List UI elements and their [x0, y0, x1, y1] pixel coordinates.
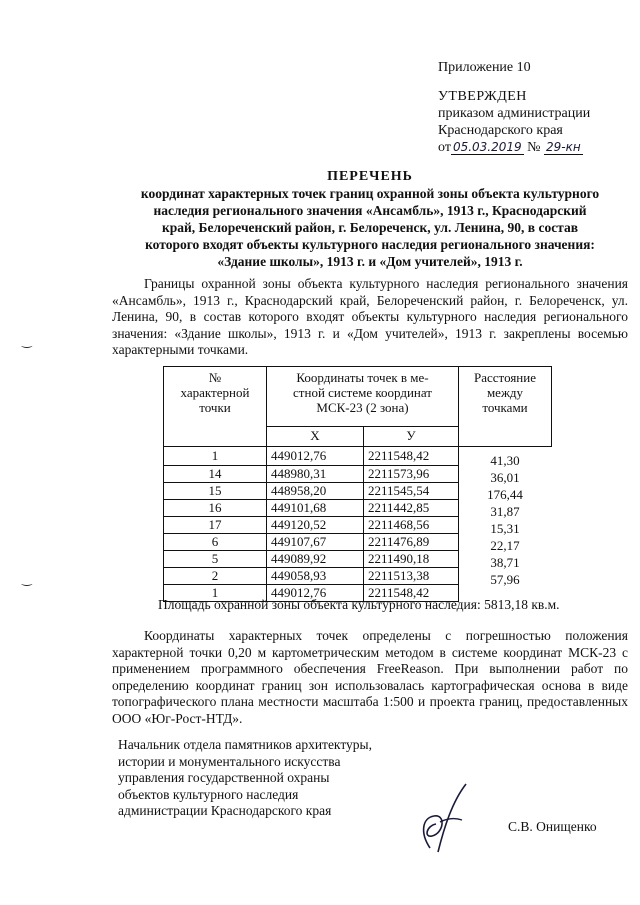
- x-coordinate-cell: 449107,67: [267, 534, 364, 551]
- header-y: У: [364, 426, 459, 446]
- point-number-cell: 1: [164, 585, 267, 602]
- distance-value: 15,31: [490, 521, 520, 536]
- x-coordinate-cell: 449101,68: [267, 500, 364, 517]
- distance-value: 22,17: [490, 538, 520, 553]
- point-number-cell: 2: [164, 568, 267, 585]
- header-point-number: № характерной точки: [164, 367, 267, 447]
- header-distance-1: Расстояние: [474, 370, 536, 385]
- intro-paragraph: Границы охранной зоны объекта культурного наследия регионального значения «Ансамбль», 1913 г., Краснодарский край, Белореченский район, г. Белореченск, ул. Ленина, 90, в состав которого входят объекты культурного наследия регионального значения: «Здание школы», 1913 г. и «Дом учителей», 1913 г. закреплены восемью характерными точками.: [112, 276, 628, 357]
- signatory-position: [118, 737, 372, 820]
- y-coordinate-cell: 2211468,56: [364, 517, 459, 534]
- point-number-cell: 15: [164, 483, 267, 500]
- date-number-line: [438, 139, 590, 156]
- signatory-line-4: объектов культурного наследия: [118, 786, 299, 802]
- distance-value: 41,30: [490, 453, 520, 468]
- point-number-cell: 16: [164, 500, 267, 517]
- x-coordinate-cell: 449089,92: [267, 551, 364, 568]
- point-number-cell: 5: [164, 551, 267, 568]
- area-text: Площадь охранной зоны объекта культурного наследия: 5813,18 кв.м.: [158, 597, 560, 612]
- title-line-3: наследия регионального значения «Ансамбль», 1913 г., Краснодарский: [153, 203, 587, 218]
- signatory-line-1: Начальник отдела памятников архитектуры,: [118, 737, 372, 752]
- y-coordinate-cell: 2211573,96: [364, 466, 459, 483]
- document-title: [95, 168, 640, 270]
- coordinates-table: [163, 366, 552, 602]
- y-coordinate-cell: 2211548,42: [364, 447, 459, 466]
- header-coordinates: Координаты точек в ме- стной системе координат МСК-23 (2 зона): [267, 367, 459, 427]
- distance-value: 176,44: [487, 487, 523, 502]
- point-number-cell: 17: [164, 517, 267, 534]
- x-coordinate-cell: 449012,76: [267, 585, 364, 602]
- distance-value: 38,71: [490, 555, 520, 570]
- y-coordinate-cell: 2211476,89: [364, 534, 459, 551]
- x-coordinate-cell: 448958,20: [267, 483, 364, 500]
- point-number-cell: 6: [164, 534, 267, 551]
- distance-value: 36,01: [490, 470, 520, 485]
- title-line-4: край, Белореченский район, г. Белореченск, ул. Ленина, 90, в состав: [161, 220, 579, 235]
- distance-column: [459, 367, 552, 587]
- handwritten-number: 29-кн: [546, 140, 581, 154]
- method-paragraph: Координаты характерных точек определены с погрешностью положения характерной точки 0,20 м картометрическим методом в системе координат МСК-23 с применением программного обеспечения FreeReason. При выполнении работ по определению координат границ зон использовалась картографическая основа в виде топографического плана местности масштаба 1:500 и проекта границ, предоставленных ООО «Юг-Рост-НТД».: [112, 628, 628, 726]
- margin-mark: ‿: [22, 334, 32, 348]
- distance-value: 57,96: [490, 572, 520, 587]
- x-coordinate-cell: 449058,93: [267, 568, 364, 585]
- y-coordinate-cell: 2211442,85: [364, 500, 459, 517]
- handwritten-signature: [400, 778, 480, 858]
- approved-line-2: приказом администрации: [438, 106, 591, 121]
- number-prefix: №: [527, 140, 541, 155]
- x-coordinate-cell: 449120,52: [267, 517, 364, 534]
- appendix-label: Приложение 10: [438, 60, 531, 75]
- distance-value: 31,87: [490, 504, 520, 519]
- title-line-6: «Здание школы», 1913 г. и «Дом учителей», 1913 г.: [217, 254, 523, 269]
- header-distance-2: между: [486, 385, 524, 400]
- x-coordinate-cell: 448980,31: [267, 466, 364, 483]
- signatory-line-5: администрации Краснодарского края: [118, 803, 332, 818]
- signatory-line-3: управления государственной охраны: [118, 770, 330, 785]
- approved-line-3: Краснодарского края: [438, 123, 563, 138]
- y-coordinate-cell: 2211548,42: [364, 585, 459, 602]
- margin-mark: ‿: [22, 572, 32, 586]
- y-coordinate-cell: 2211513,38: [364, 568, 459, 585]
- approved-title: УТВЕРЖДЕН: [438, 89, 527, 104]
- y-coordinate-cell: 2211490,18: [364, 551, 459, 568]
- title-line-2: координат характерных точек границ охранной зоны объекта культурного: [140, 186, 600, 201]
- handwritten-date: 05.03.2019: [452, 140, 522, 154]
- signatory-line-2: истории и монументального искусства: [118, 753, 341, 769]
- header-x: X: [267, 426, 364, 446]
- title-heading: ПЕРЕЧЕНЬ: [327, 169, 413, 184]
- approval-block: [438, 88, 590, 156]
- signatory-name: С.В. Онищенко: [508, 819, 597, 834]
- point-number-cell: 14: [164, 466, 267, 483]
- title-line-5: которого входят объекты культурного наследия регионального значения:: [145, 237, 595, 252]
- point-number-cell: 1: [164, 447, 267, 466]
- y-coordinate-cell: 2211545,54: [364, 483, 459, 500]
- header-distance-3: точками: [482, 400, 528, 415]
- x-coordinate-cell: 449012,76: [267, 447, 364, 466]
- date-prefix: от: [438, 140, 451, 155]
